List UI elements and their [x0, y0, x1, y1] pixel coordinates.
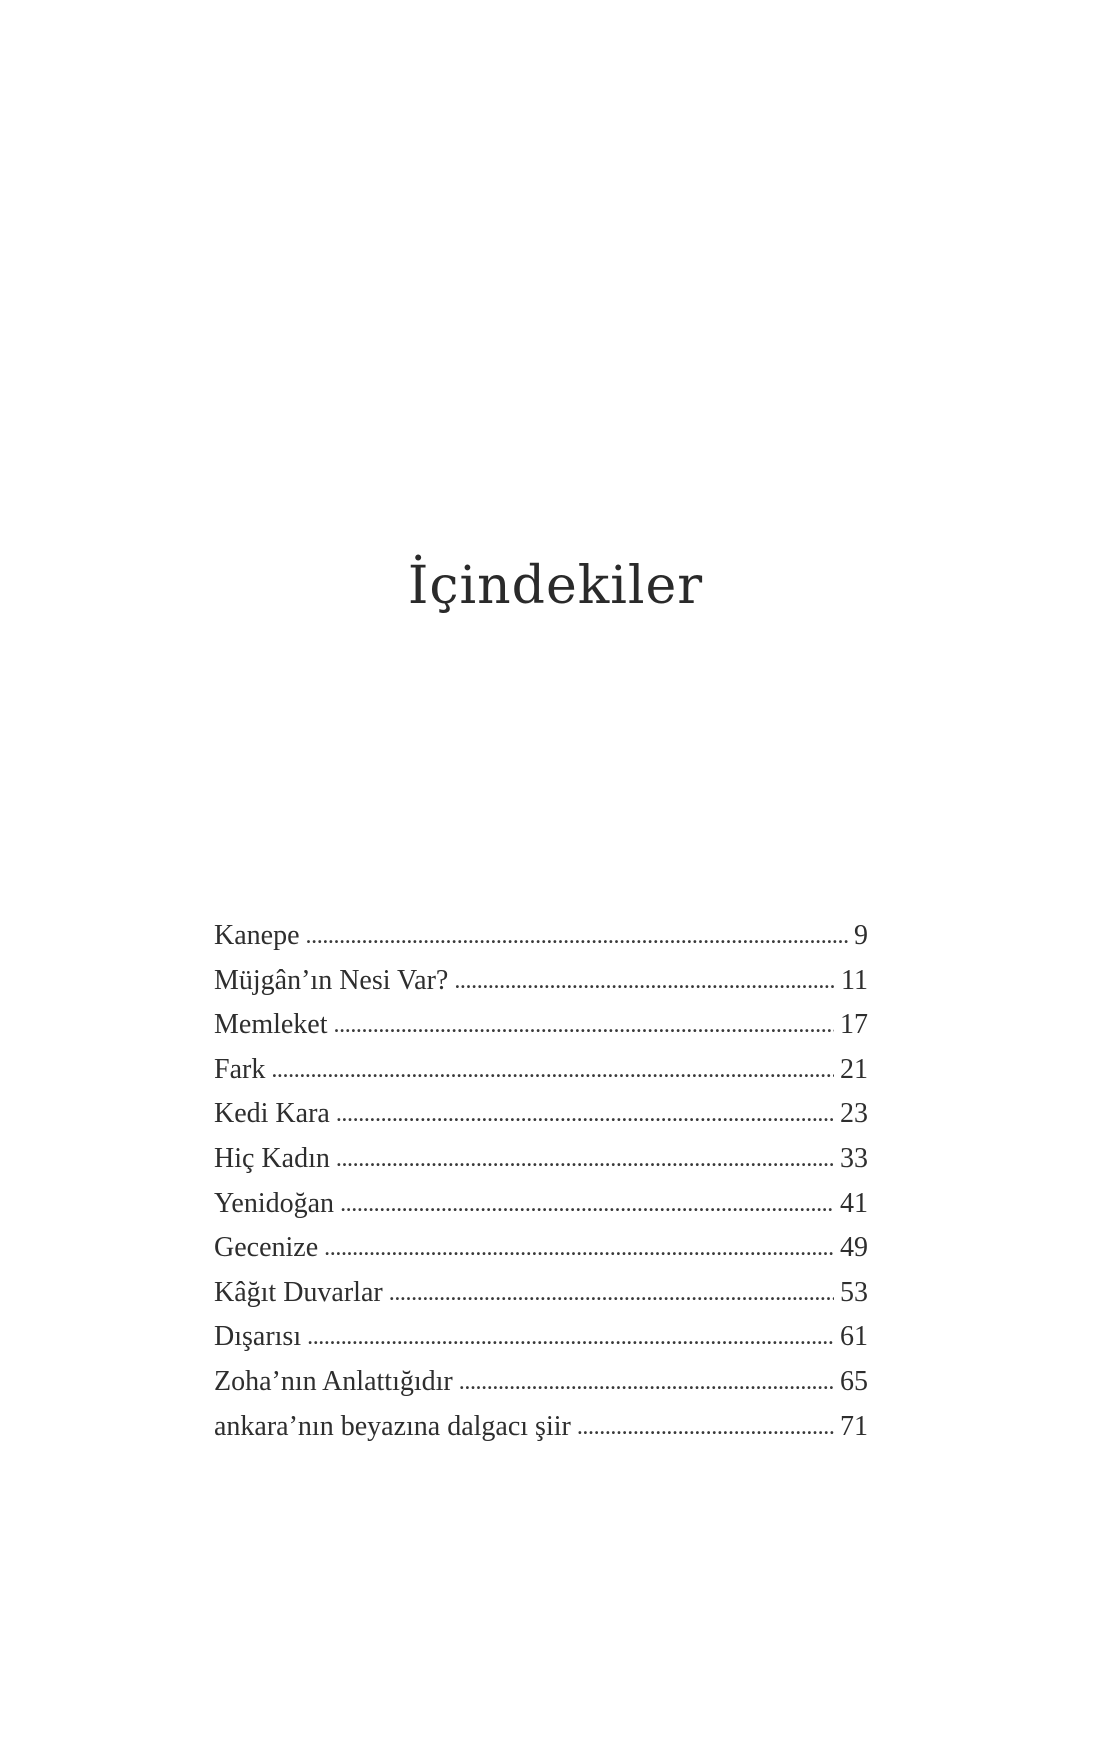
toc-entry [214, 1411, 868, 1456]
toc-entry-title: Zoha’nın Anlattığıdır [214, 1365, 453, 1397]
toc-entry-page: 53 [840, 1276, 868, 1308]
toc-dot-leader [454, 964, 835, 996]
toc-entry-title: Hiç Kadın [214, 1142, 330, 1174]
toc-dot-leader [336, 1097, 834, 1129]
toc-dot-leader [336, 1142, 834, 1174]
toc-entry-page: 33 [840, 1142, 868, 1174]
toc-entry-page: 49 [840, 1232, 868, 1264]
toc-entry [214, 1321, 868, 1366]
toc-entry [214, 1232, 868, 1277]
toc-entry-title: Gecenize [214, 1232, 319, 1264]
toc-dot-leader [340, 1187, 834, 1219]
toc-entry-title: Kanepe [214, 920, 300, 951]
toc-dot-leader [307, 1320, 834, 1352]
toc-dot-leader [459, 1365, 834, 1397]
toc-entry-page: 9 [854, 920, 868, 951]
toc-entry [214, 1009, 868, 1054]
toc-entry [214, 1277, 868, 1322]
toc-dot-leader [389, 1276, 834, 1308]
toc-entry-page: 71 [840, 1410, 868, 1442]
toc-dot-leader [271, 1053, 834, 1085]
toc-entry-page: 11 [841, 964, 868, 996]
toc-entry-title: Kedi Kara [214, 1098, 330, 1130]
toc-entry-title: Memleket [214, 1009, 328, 1041]
toc-dot-leader [324, 1231, 834, 1263]
toc-entry-page: 61 [840, 1321, 868, 1353]
toc-entry-title: Yenidoğan [214, 1187, 335, 1219]
toc-entry-title: Müjgân’ın Nesi Var? [214, 964, 449, 996]
toc-entry [214, 965, 868, 1010]
toc-entry [214, 920, 868, 965]
toc-entry-title: Fark [214, 1053, 266, 1085]
toc-entry-page: 17 [840, 1009, 868, 1041]
toc-entry-page: 21 [840, 1053, 868, 1085]
toc-dot-leader [306, 919, 848, 951]
toc-entry-page: 23 [840, 1098, 868, 1130]
toc-dot-leader [577, 1410, 834, 1442]
toc-entry-page: 41 [840, 1187, 868, 1219]
toc-entry [214, 1143, 868, 1188]
toc-entry [214, 1366, 868, 1411]
toc-entry-title: ankara’nın beyazına dalgacı şiir [214, 1410, 571, 1442]
toc-entry [214, 1054, 868, 1099]
toc-entry-title: Kâğıt Duvarlar [214, 1276, 383, 1308]
toc-entry [214, 1098, 868, 1143]
table-of-contents [214, 920, 868, 1455]
page-title: İçindekiler [407, 556, 704, 616]
toc-dot-leader [334, 1008, 834, 1040]
toc-entry [214, 1188, 868, 1233]
toc-entry-page: 65 [840, 1365, 868, 1397]
toc-entry-title: Dışarısı [214, 1321, 302, 1353]
